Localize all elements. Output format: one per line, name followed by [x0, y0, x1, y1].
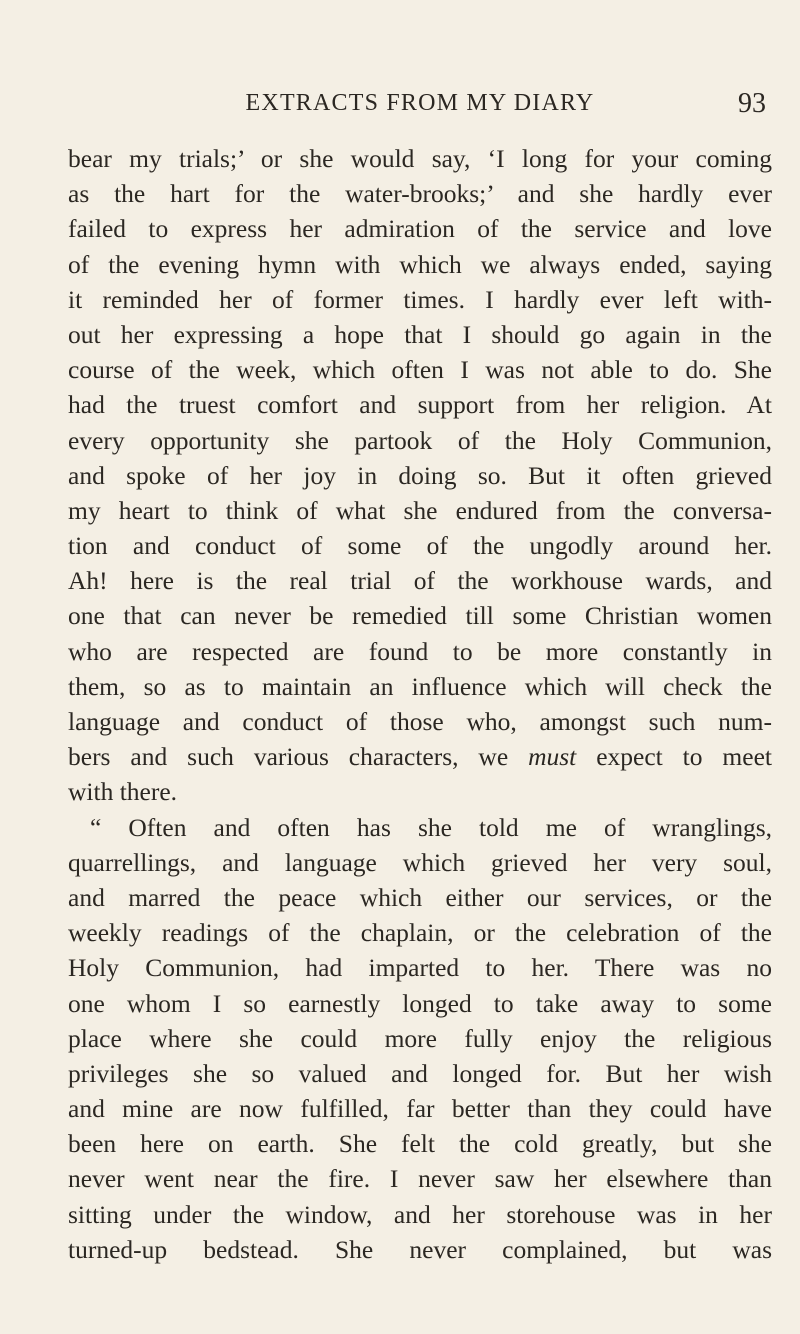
text-line: my heart to think of what she endured from the conversa- [68, 495, 772, 525]
text-line: sitting under the window, and her storehouse was in her [68, 1199, 772, 1229]
text-line: them, so as to maintain an influence which will check the [68, 671, 772, 701]
text-segment: bers and such various characters, we [68, 742, 529, 772]
text-line-with-italic [68, 739, 772, 774]
running-head [68, 86, 772, 126]
text-line: it reminded her of former times. I hardly ever left with- [68, 284, 772, 314]
text-line: Ah! here is the real trial of the workhouse wards, and [68, 566, 772, 596]
text-line: failed to express her admiration of the service and love [68, 214, 772, 244]
text-line: weekly readings of the chaplain, or the celebration of the [68, 918, 772, 948]
text-line: and mine are now fulfilled, far better than they could have [68, 1094, 772, 1124]
text-line: tion and conduct of some of the ungodly around her. [68, 531, 772, 561]
text-line: course of the week, which often I was not able to do. She [68, 355, 772, 385]
text-line: bear my trials;’ or she would say, ‘I long for your coming [68, 144, 772, 173]
paragraph-end-line: with there. [68, 777, 178, 807]
text-line: who are respected are found to be more constantly in [68, 636, 772, 666]
running-head-title: EXTRACTS FROM MY DIARY [245, 90, 595, 116]
text-line: and marred the peace which either our services, or the [68, 882, 772, 912]
paragraph-start-line: “ Often and often has she told me of wranglings, [90, 812, 772, 842]
text-line: every opportunity she partook of the Holy Communion, [68, 425, 772, 455]
text-line: never went near the fire. I never saw her elsewhere than [68, 1164, 772, 1194]
text-line: language and conduct of those who, amongst such num- [68, 707, 772, 736]
text-line: one that can never be remedied till some Christian women [68, 601, 772, 631]
text-line: privileges she so valued and longed for. But her wish [68, 1058, 772, 1088]
italic-word: must [528, 742, 577, 772]
text-line: quarrellings, and language which grieved her very soul, [68, 847, 772, 877]
text-line: one whom I so earnestly longed to take away to some [68, 988, 772, 1018]
page-number: 93 [738, 88, 766, 119]
text-line: place where she could more fully enjoy the religious [68, 1023, 772, 1053]
text-line: and spoke of her joy in doing so. But it often grieved [68, 460, 772, 490]
text-line: out her expressing a hope that I should go again in the [68, 319, 772, 349]
text-line: Holy Communion, had imparted to her. There was no [68, 953, 772, 983]
text-line: of the evening hymn with which we always ended, saying [68, 249, 772, 279]
text-line: been here on earth. She felt the cold greatly, but she [68, 1129, 772, 1159]
text-line: turned-up bedstead. She never complained, but was [68, 1234, 772, 1264]
body-text [68, 141, 772, 1267]
text-line: as the hart for the water-brooks;’ and she hardly ever [68, 179, 772, 209]
text-segment: expect to meet [576, 742, 772, 772]
text-line: had the truest comfort and support from her religion. At [68, 390, 772, 420]
